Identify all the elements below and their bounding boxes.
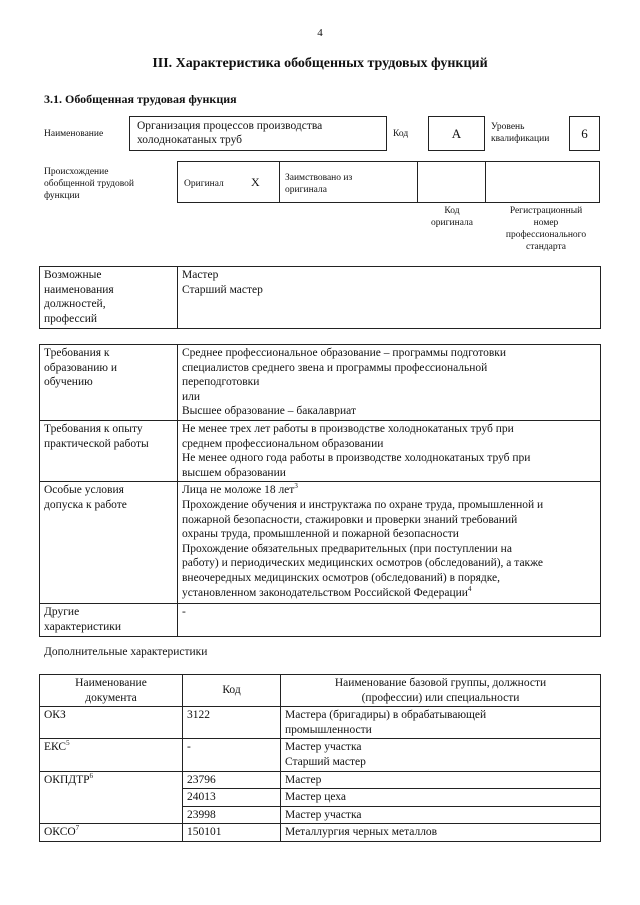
additional-table [39,674,601,842]
admission-value: Лица не моложе 18 лет$^3$ Прохождение обучения и инструктажа по охране труда, промышленной и пожарной безопасности, стажировки и проверки знаний требований охраны труда, промышленной и пожарной безопасности Прохождение обязательных предварительных (при поступлении на работу) и периодических медицинских осмотров (обследований), а также внеочередных медицинских осмотров (обследований) в порядке, установленном законодательством Российской Федерации$^4$ [178,482,601,604]
experience-value: Не менее трех лет работы в производстве холоднокатаных труб при среднем профессиональном образовании Не менее одного года работы в производстве холоднокатаных труб при высшем образовании [178,420,601,481]
original-label: Оригинал [184,179,224,189]
other-label: Другие характеристики [40,604,178,636]
positions-label: Возможные наименования должностей, профессий [40,267,178,329]
table-row [40,771,601,789]
origin-label: Происхождение обобщенной трудовой функции [44,167,134,201]
code-cell: 23796 [183,771,281,789]
footnote-ref: 7 [75,824,80,833]
table-row [40,739,601,771]
name-value-box [129,116,387,151]
doc-cell: ЕКС$^5$ [40,739,183,771]
footnote-ref: 3 [294,482,298,491]
name-cell: Мастер [281,771,601,789]
level-value-box: 6 [569,116,600,151]
table-row [40,345,601,421]
name-value-line: холоднокатаных труб [137,134,243,146]
education-value: Среднее профессиональное образование – программы подготовки специалистов среднего звена и программы профессиональной переподготовки или Высшее образование – бакалавриат [178,345,601,421]
admission-label: Особые условия допуска к работе [40,482,178,604]
code-cell: 24013 [183,789,281,807]
origin-box [177,161,600,203]
name-label: Наименование [44,129,104,139]
section-title: III. Характеристика обобщенных трудовых функций [152,56,488,71]
borrowed-label: Заимствовано из оригинала [285,173,353,195]
original-mark: X [251,175,260,189]
name-cell: Мастера (бригадиры) в обрабатывающей промышленности [281,707,601,739]
code-cell: 3122 [183,707,281,739]
footnote-ref: 5 [66,739,70,748]
education-label: Требования к образованию и обучению [40,345,178,421]
doc-cell: ОКЗ [40,707,183,739]
code-cell: - [183,739,281,771]
positions-table [39,266,601,329]
table-row [40,267,601,329]
positions-values: Мастер Старший мастер [178,267,601,329]
requirements-table [39,344,601,637]
footnote-ref: 6 [89,771,94,780]
subsection-title: 3.1. Обобщенная трудовая функция [44,92,237,106]
divider [485,162,486,202]
code-cell: 150101 [183,824,281,842]
other-value: - [178,604,601,636]
doc-cell: ОКПДТР$^6$ [40,771,183,824]
name-value-line: Организация процессов производства [137,120,323,132]
page-number: 4 [317,27,323,39]
experience-label: Требования к опыту практической работы [40,420,178,481]
divider [417,162,418,202]
reg-number-caption: Регистрационный номер профессионального стандарта [505,206,587,252]
additional-title: Дополнительные характеристики [44,646,208,658]
name-cell: Мастер цеха [281,789,601,807]
name-cell: Металлургия черных металлов [281,824,601,842]
divider [279,162,280,202]
table-row [40,824,601,842]
table-row [40,707,601,739]
column-header-code: Код [183,675,281,707]
table-row [40,420,601,481]
code-original-caption: Код оригинала [431,206,473,228]
table-row [40,482,601,604]
footnote-ref: 4 [467,584,472,593]
table-row [40,604,601,636]
code-value-box: A [428,116,485,151]
name-cell: Мастер участка [281,806,601,824]
code-label: Код [393,129,409,139]
column-header-document: Наименование документа [40,675,183,707]
table-header-row [40,675,601,707]
name-cell: Мастер участка Старший мастер [281,739,601,771]
column-header-name: Наименование базовой группы, должности (профессии) или специальности [281,675,601,707]
code-cell: 23998 [183,806,281,824]
doc-cell: ОКСО$^7$ [40,824,183,842]
level-label: Уровень квалификации [491,122,550,144]
